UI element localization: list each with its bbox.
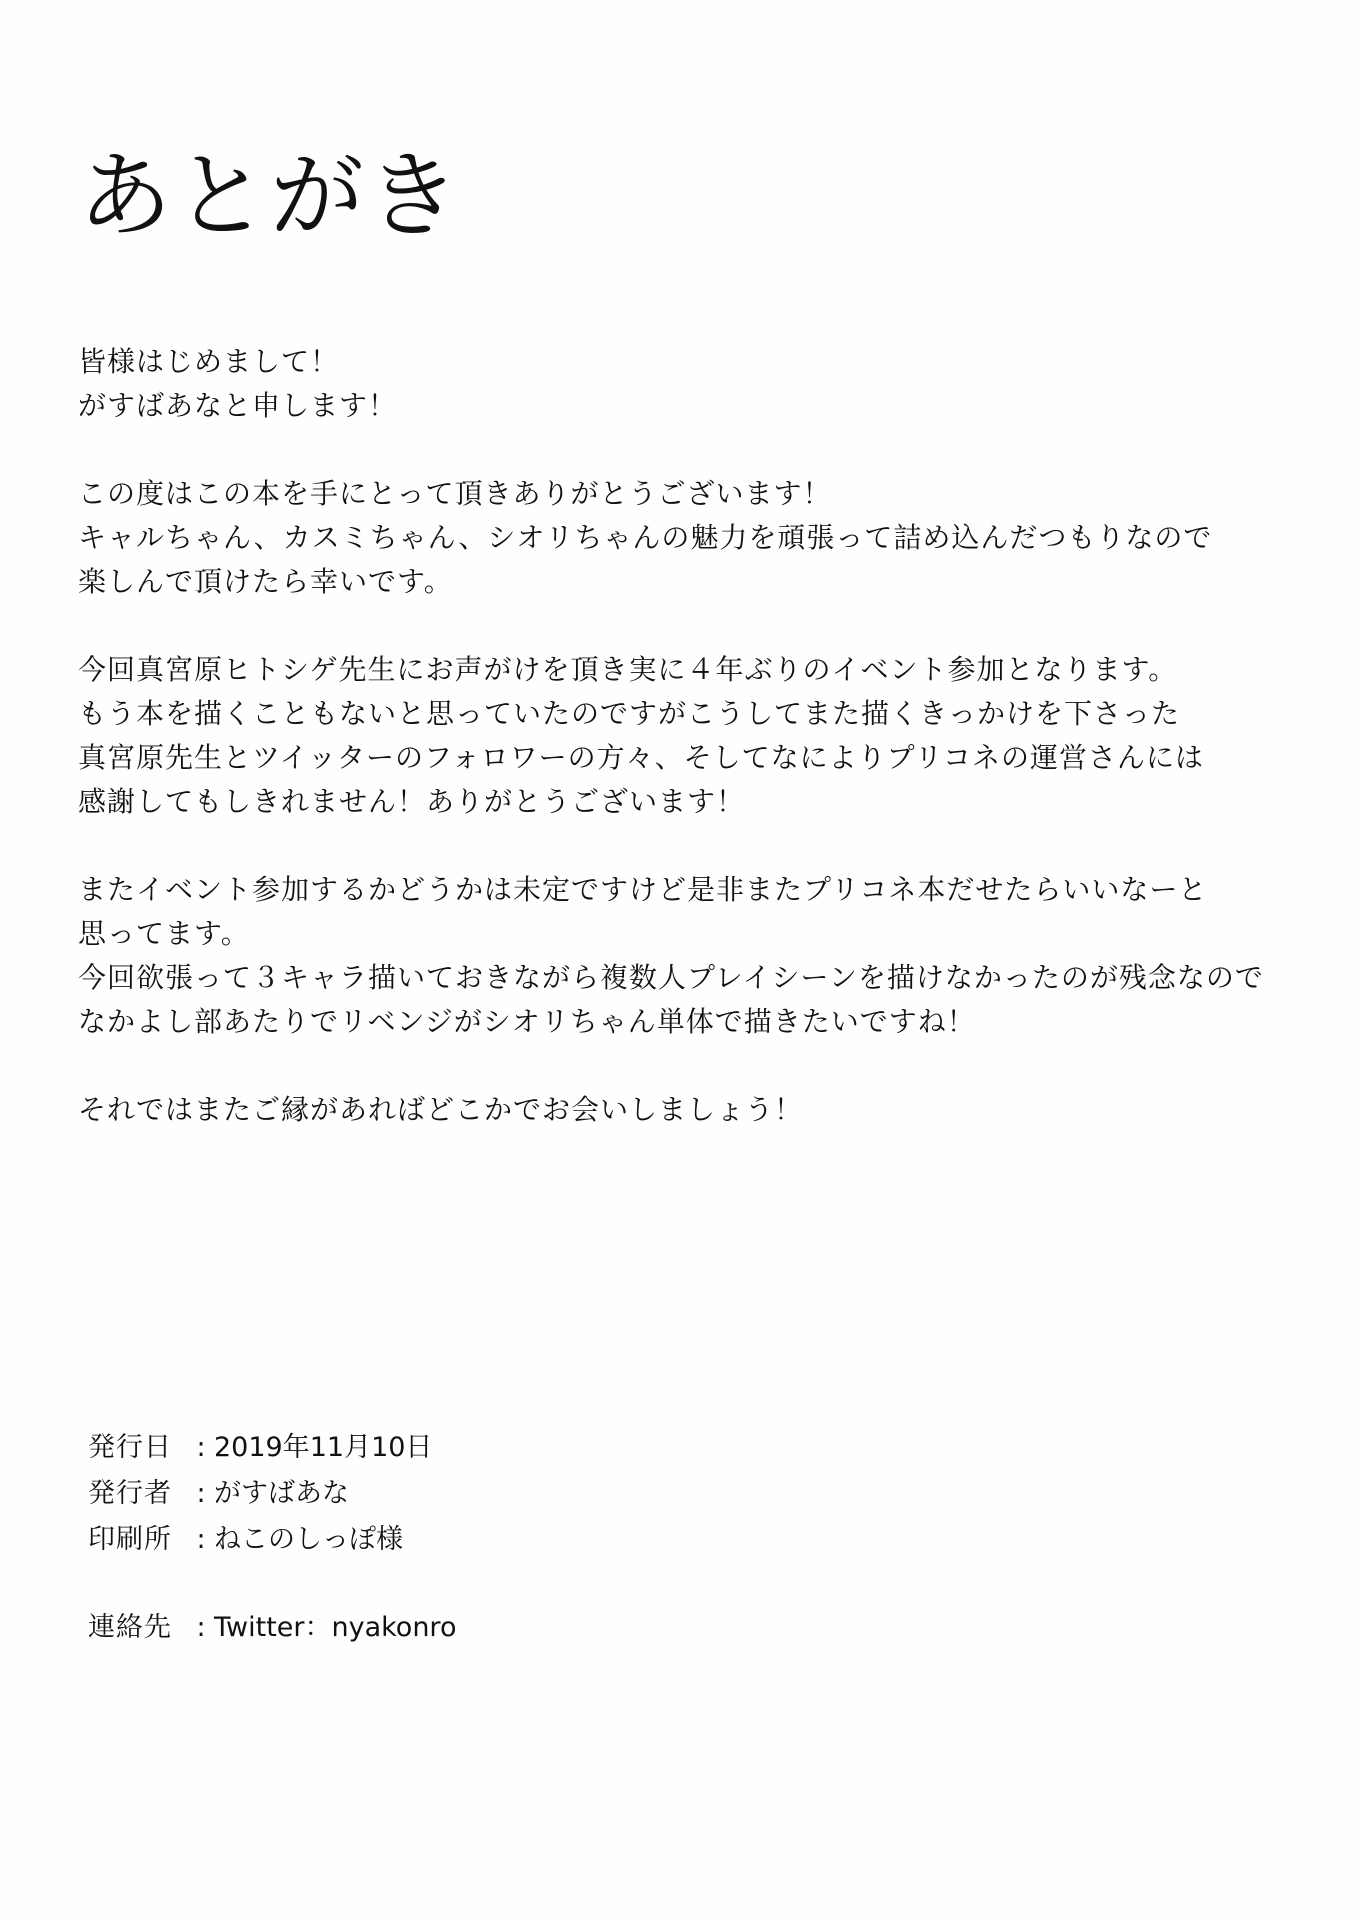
colophon-printer <box>88 1517 456 1563</box>
contact-value: Twitter：nyakonro <box>214 1612 457 1643</box>
separator: : <box>196 1612 206 1643</box>
text-line: がすばあなと申します！ <box>78 389 398 422</box>
page-title: あとがき <box>78 142 463 251</box>
separator: : <box>196 1478 206 1509</box>
afterword-body <box>78 340 1308 1176</box>
text-line: 感謝してもしきれません！ありがとうございます！ <box>78 785 746 818</box>
colophon <box>88 1425 456 1651</box>
text-line: 今回欲張って３キャラ描いておきながら複数人プレイシーンを描けなかったのが残念なので <box>78 961 1264 994</box>
text-line: もう本を描くこともないと思っていたのですがこうしてまた描くきっかけを下さった <box>78 697 1181 730</box>
publish-date-label: 発行日 <box>88 1432 172 1463</box>
text-line: 思ってます。 <box>78 917 250 950</box>
publish-date-value: 2019年11月10日 <box>214 1432 433 1463</box>
separator: : <box>196 1524 206 1555</box>
paragraph-thanks <box>78 472 1308 604</box>
text-line: 真宮原先生とツイッターのフォロワーの方々、そしてなによりプリコネの運営さんには <box>78 741 1204 774</box>
paragraph-event <box>78 648 1308 824</box>
text-line: なかよし部あたりでリベンジがシオリちゃん単体で描きたいですね！ <box>78 1005 976 1038</box>
colophon-contact <box>88 1605 456 1651</box>
printer-label: 印刷所 <box>88 1524 172 1555</box>
publisher-label: 発行者 <box>88 1478 172 1509</box>
publisher-value: がすばあな <box>214 1478 349 1509</box>
paragraph-closing <box>78 1088 1308 1132</box>
paragraph-greeting <box>78 340 1308 428</box>
text-line: キャルちゃん、カスミちゃん、シオリちゃんの魅力を頑張って詰め込んだつもりなので <box>78 521 1213 554</box>
text-line: この度はこの本を手にとって頂きありがとうございます！ <box>78 477 832 510</box>
colophon-publish-date <box>88 1425 456 1471</box>
text-line: 今回真宮原ヒトシゲ先生にお声がけを頂き実に４年ぶりのイベント参加となります。 <box>78 653 1178 686</box>
separator: : <box>196 1432 206 1463</box>
colophon-publisher <box>88 1471 456 1517</box>
paragraph-future <box>78 868 1308 1044</box>
text-line: 皆様はじめまして！ <box>78 345 340 378</box>
text-line: それではまたご縁があればどこかでお会いしましょう！ <box>78 1093 804 1126</box>
text-line: またイベント参加するかどうかは未定ですけど是非またプリコネ本だせたらいいなーと <box>78 873 1208 906</box>
text-line: 楽しんで頂けたら幸いです。 <box>78 565 453 598</box>
contact-label: 連絡先 <box>88 1612 172 1643</box>
printer-value: ねこのしっぽ様 <box>214 1524 403 1555</box>
